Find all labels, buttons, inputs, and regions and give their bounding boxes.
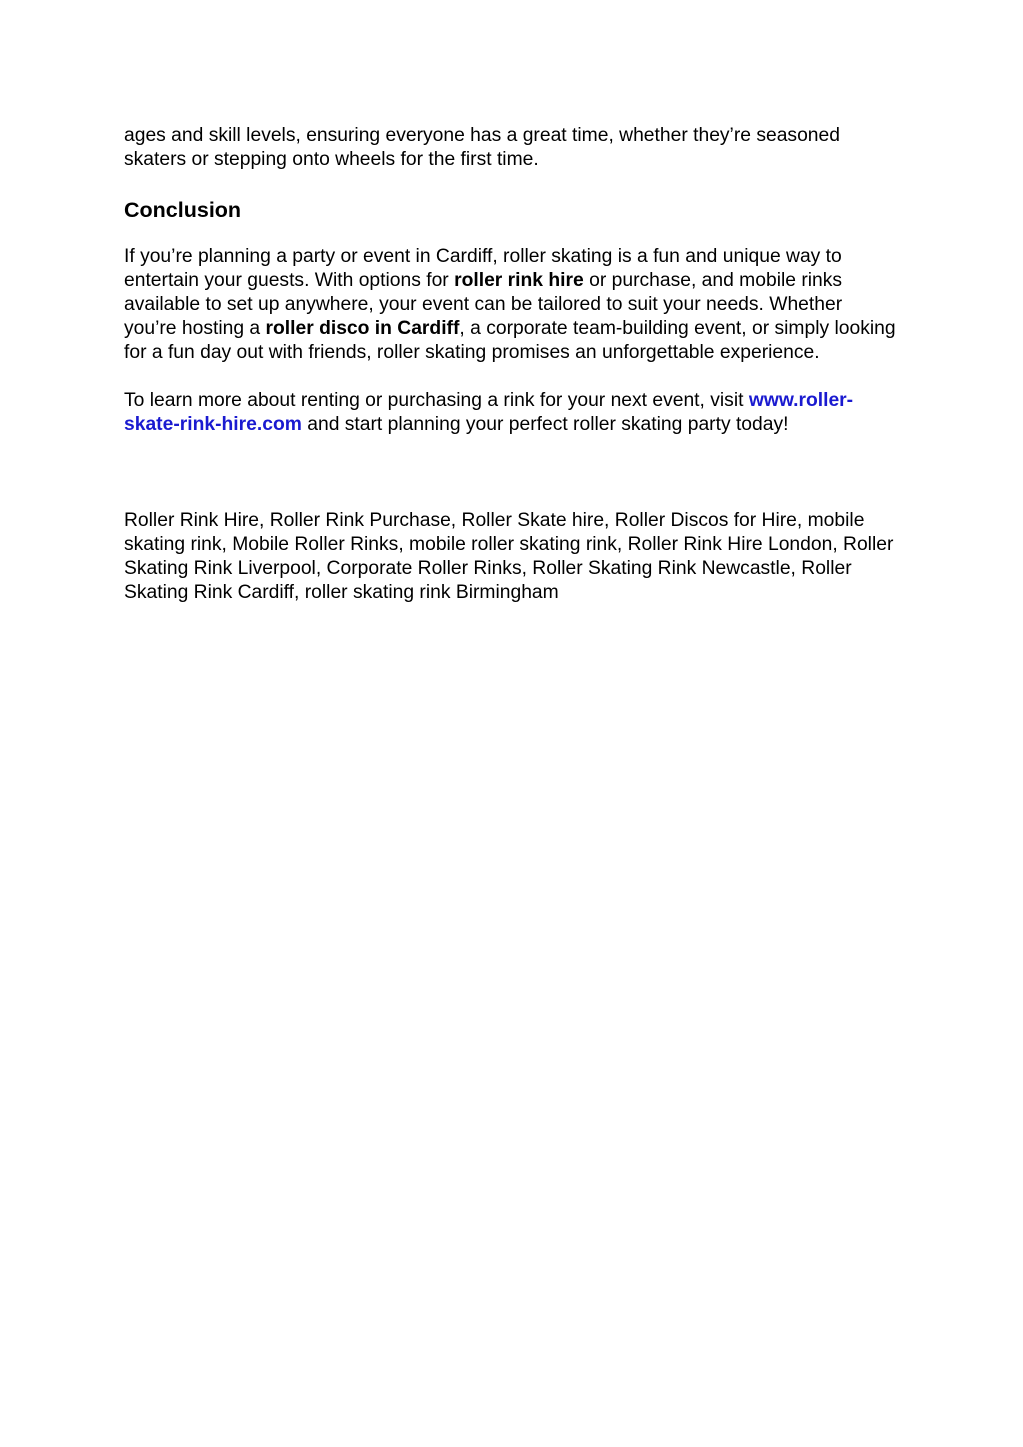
conclusion-text-2: or purchase, and mobile rinks available to set up anywhere, your event can be tailored to suit your needs. Whether you’re hosting a: [124, 270, 843, 339]
document-page: [124, 124, 899, 605]
keywords-paragraph: Roller Rink Hire, Roller Rink Purchase, Roller Skate hire, Roller Discos for Hire, mobile skating rink, Mobile Roller Rinks, mobile roller skating rink, Roller Rink Hire London, Roller Skating Rink Liverpool, Corporate Roller Rinks, Roller Skating Rink Newcastle, Roller Skating Rink Cardiff, roller skating rink Birmingham: [124, 510, 894, 603]
conclusion-heading: Conclusion: [124, 198, 242, 222]
learn-more-paragraph: [124, 389, 899, 437]
learn-more-text-2: and start planning your perfect roller skating party today!: [301, 414, 789, 435]
conclusion-text-3: , a corporate team-building event, or simply looking for a fun day out with friends, roller skating promises an unforgettable experience.: [124, 318, 896, 363]
learn-more-text-1: To learn more about renting or purchasing a rink for your next event, visit: [124, 390, 749, 411]
roller-disco-cardiff-bold: roller disco in Cardiff: [265, 318, 460, 339]
conclusion-text-1: If you’re planning a party or event in Cardiff, roller skating is a fun and unique way to entertain your guests. With options for: [124, 246, 842, 291]
website-link[interactable]: www.roller-skate-rink-hire.com: [124, 390, 854, 435]
intro-paragraph: ages and skill levels, ensuring everyone has a great time, whether they’re seasoned skaters or stepping onto wheels for the first time.: [124, 125, 840, 170]
roller-rink-hire-bold: roller rink hire: [454, 270, 584, 291]
conclusion-paragraph: [124, 245, 899, 365]
